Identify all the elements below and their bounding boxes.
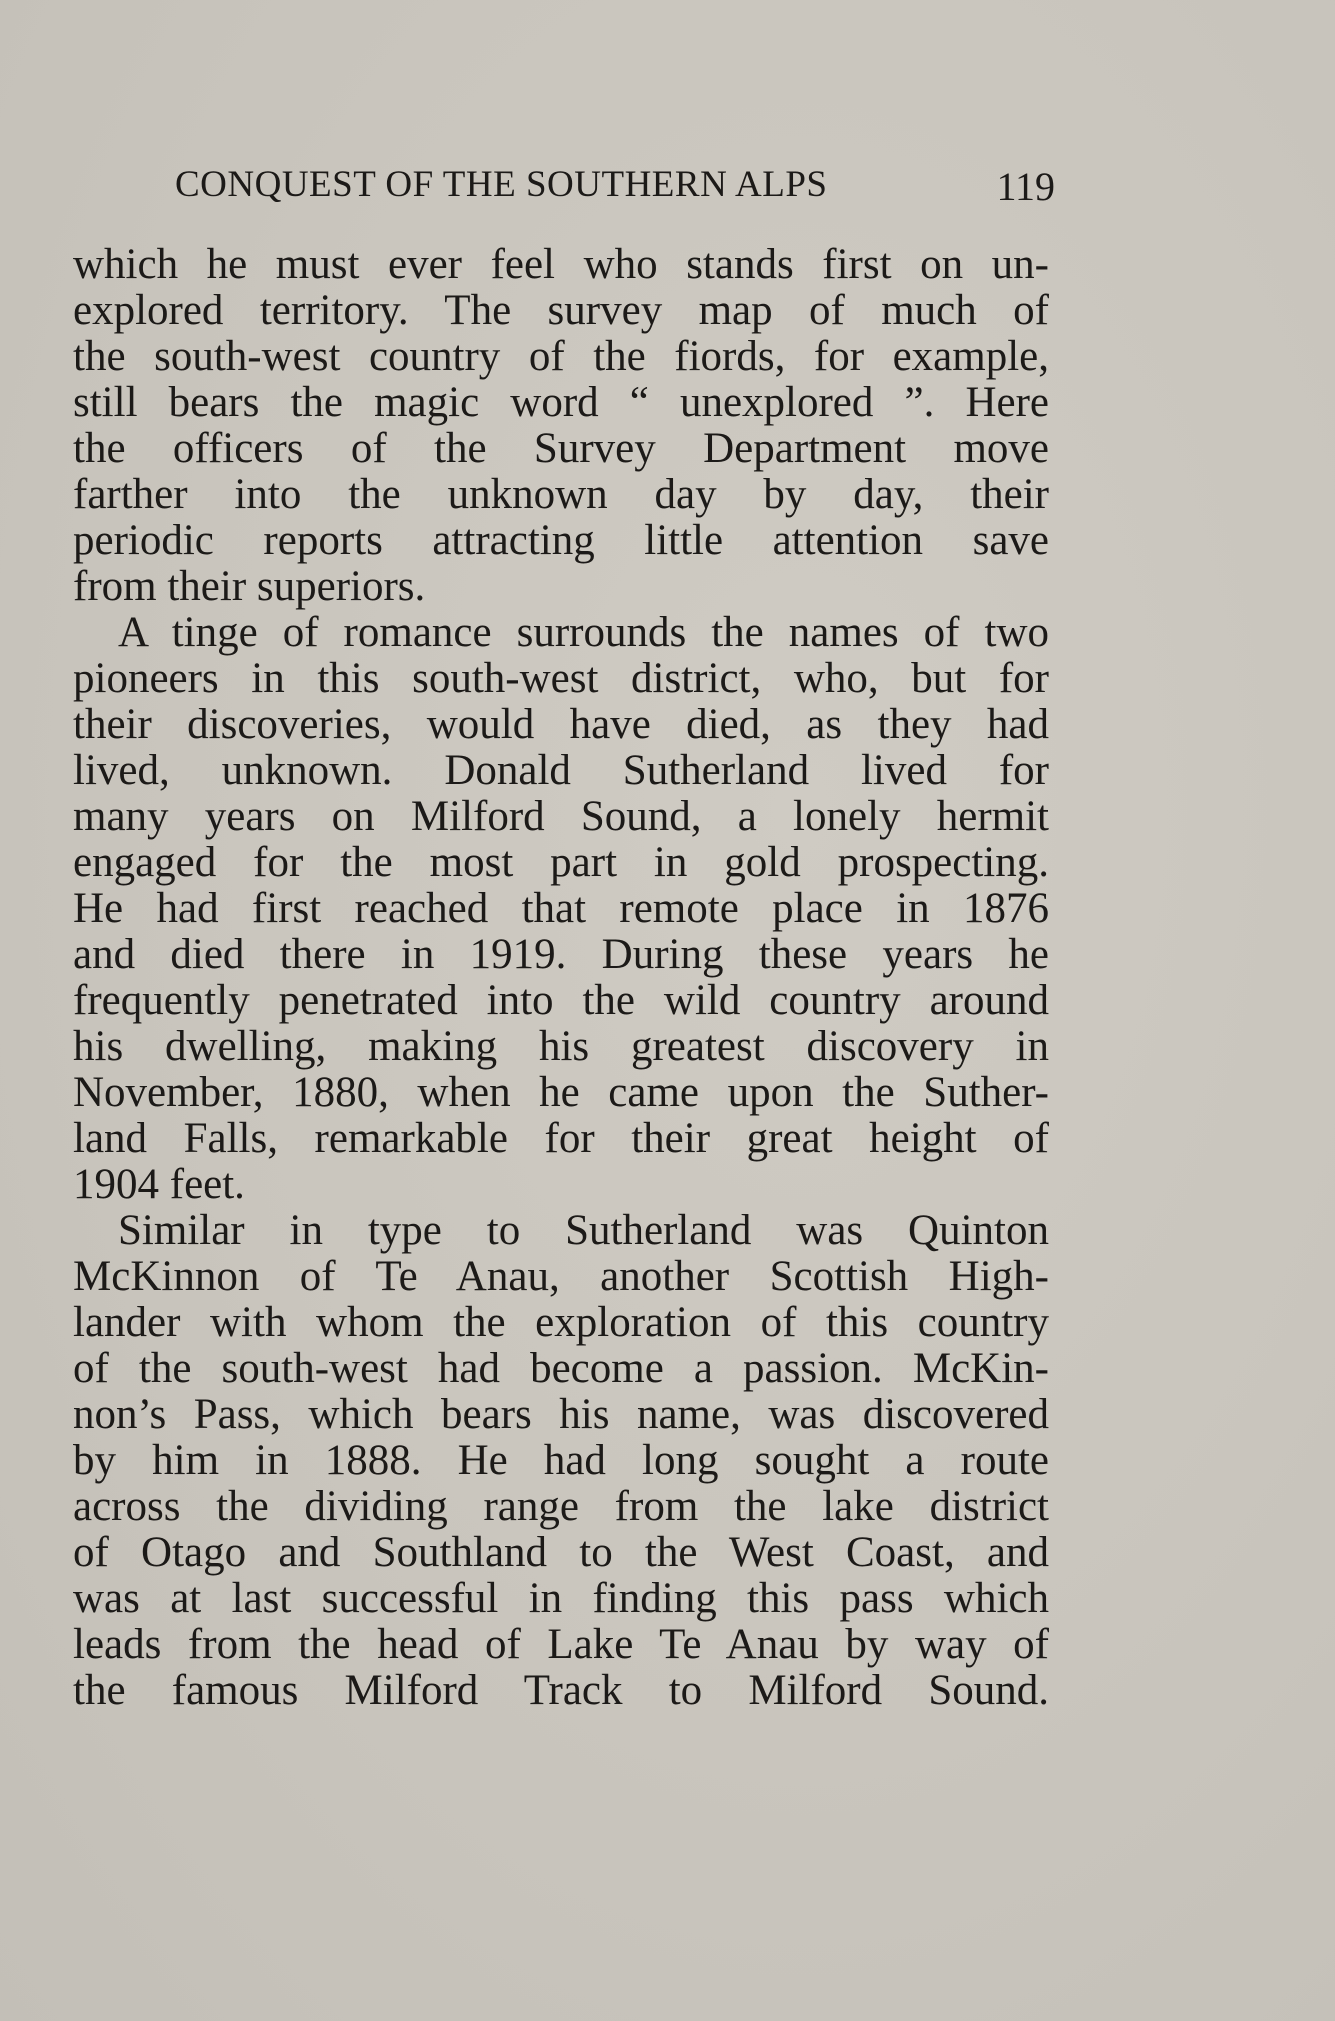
text-line: many years on Milford Sound, a lonely hermit bbox=[73, 793, 1049, 840]
text-line: their discoveries, would have died, as they had bbox=[73, 701, 1049, 748]
body-text bbox=[73, 242, 1049, 1714]
text-line: the south-west country of the fiords, for example, bbox=[73, 333, 1049, 380]
text-line: non’s Pass, which bears his name, was discovered bbox=[73, 1391, 1049, 1438]
text-line: periodic reports attracting little attention save bbox=[73, 517, 1049, 564]
text-line: frequently penetrated into the wild country around bbox=[73, 977, 1049, 1024]
text-line: engaged for the most part in gold prospecting. bbox=[73, 839, 1049, 886]
text-line: lander with whom the exploration of this country bbox=[73, 1299, 1049, 1346]
text-line: which he must ever feel who stands first on un- bbox=[73, 241, 1049, 288]
text-line: the famous Milford Track to Milford Sound. bbox=[73, 1667, 1049, 1714]
page-header bbox=[175, 163, 1055, 213]
text-line: and died there in 1919. During these years he bbox=[73, 931, 1049, 978]
text-line: November, 1880, when he came upon the Suther- bbox=[73, 1069, 1049, 1116]
text-line: of Otago and Southland to the West Coast, and bbox=[73, 1529, 1049, 1576]
text-line: was at last successful in finding this pass which bbox=[73, 1575, 1049, 1622]
text-line: 1904 feet. bbox=[73, 1161, 245, 1208]
text-line: explored territory. The survey map of much of bbox=[73, 287, 1049, 334]
text-line: A tinge of romance surrounds the names of two bbox=[118, 609, 1049, 656]
text-line: of the south-west had become a passion. McKin- bbox=[73, 1345, 1049, 1392]
text-line: leads from the head of Lake Te Anau by way of bbox=[73, 1621, 1049, 1668]
text-line: the officers of the Survey Department move bbox=[73, 425, 1049, 472]
text-line: still bears the magic word “ unexplored ”. Here bbox=[73, 379, 1049, 426]
text-line: farther into the unknown day by day, their bbox=[73, 471, 1049, 518]
text-line: by him in 1888. He had long sought a route bbox=[73, 1437, 1049, 1484]
text-line: lived, unknown. Donald Sutherland lived for bbox=[73, 747, 1049, 794]
page-number: 119 bbox=[996, 164, 1055, 209]
text-line: pioneers in this south-west district, who, but for bbox=[73, 655, 1049, 702]
text-line: his dwelling, making his greatest discovery in bbox=[73, 1023, 1049, 1070]
text-line: from their superiors. bbox=[73, 563, 426, 610]
text-line: Similar in type to Sutherland was Quinton bbox=[118, 1207, 1049, 1254]
text-line: land Falls, remarkable for their great height of bbox=[73, 1115, 1049, 1162]
running-head: CONQUEST OF THE SOUTHERN ALPS bbox=[175, 164, 828, 205]
text-line: He had first reached that remote place in 1876 bbox=[73, 885, 1049, 932]
text-line: McKinnon of Te Anau, another Scottish High- bbox=[73, 1253, 1049, 1300]
text-line: across the dividing range from the lake district bbox=[73, 1483, 1049, 1530]
